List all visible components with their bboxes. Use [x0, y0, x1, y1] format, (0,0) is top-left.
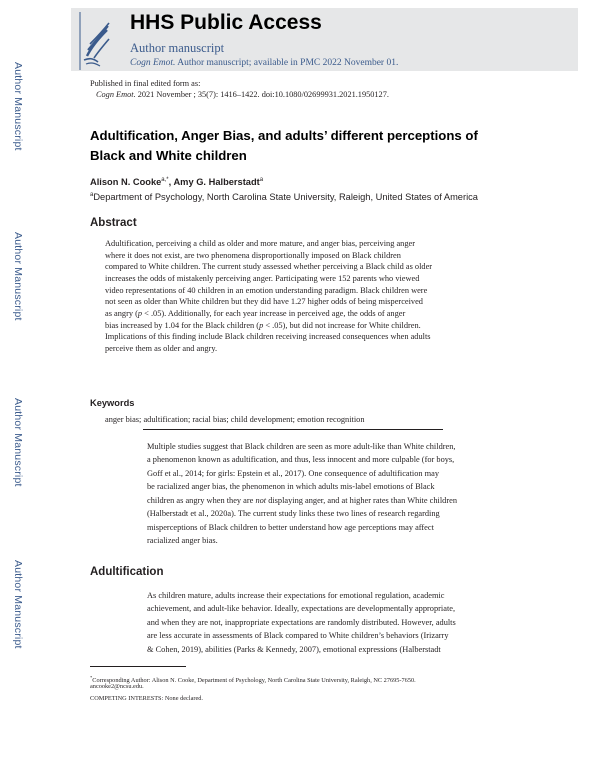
- abstract-line: [105, 320, 515, 332]
- intro-line: a phenomenon known as adultification, and thus, less innocent and more culpable (for boys,: [147, 455, 455, 465]
- hhs-source-journal: Cogn Emot.: [130, 58, 176, 68]
- sidebar-label-1: Author Manuscript: [12, 62, 24, 151]
- adultification-heading: Adultification: [90, 566, 164, 578]
- abstract-line: Implications of this finding include Black children receiving increased consequences when adults: [105, 332, 431, 342]
- intro-line: Multiple studies suggest that Black children are seen as more adult-like than White children,: [147, 442, 456, 451]
- adultification-line: achievement, and adult-like behavior. Ideally, expectations are developmentally appropriate,: [147, 604, 456, 614]
- abstract-p-symbol: p: [259, 320, 264, 330]
- article-title: [90, 126, 510, 166]
- citation: [96, 90, 389, 99]
- intro-paragraph: [147, 440, 527, 548]
- abstract-heading: Abstract: [90, 217, 137, 229]
- adultification-line: As children mature, adults increase their expectations for emotional regulation, academic: [147, 591, 445, 600]
- author-list: [90, 177, 263, 187]
- intro-emphasis: not: [255, 495, 267, 505]
- keywords-text: anger bias; adultification; racial bias; child development; emotion recognition: [105, 415, 365, 424]
- article-title-line: Adultification, Anger Bias, and adults’ different perceptions of: [90, 128, 478, 143]
- author-name: Alison N. Cooke: [90, 177, 162, 188]
- affiliation: [90, 192, 478, 202]
- intro-line: Goff et al., 2014; for girls: Epstein et al., 2017). One consequence of adultification may: [147, 468, 440, 478]
- abstract-text: < .05), but did not increase for White children.: [263, 320, 421, 330]
- abstract-line: [105, 308, 515, 320]
- abstract-text: < .05). Additionally, for each year increase in perceived age, the odds of anger: [142, 308, 406, 318]
- footnote-divider: [90, 666, 186, 667]
- author-affiliation-mark: a: [259, 177, 264, 183]
- footnote-text: Corresponding Author: Alison N. Cooke, Department of Psychology, North Carolina State University, Raleigh, NC 27695-7650.: [92, 677, 416, 685]
- affiliation-mark: a: [90, 192, 94, 198]
- hhs-source-text: Author manuscript; available in PMC 2022 November 01.: [175, 58, 399, 68]
- intro-text: children as angry when they are: [147, 495, 256, 505]
- abstract-body: [105, 238, 515, 355]
- footnote-competing: COMPETING INTERESTS: None declared.: [90, 695, 203, 702]
- section-divider: [143, 429, 443, 430]
- intro-line: be racialized anger bias, the phenomenon in which adults mis-label emotions of Black: [147, 482, 435, 492]
- abstract-text: as angry (: [105, 308, 138, 318]
- hhs-title: HHS Public Access: [130, 11, 322, 34]
- hhs-eagle-logo-icon: [78, 12, 114, 70]
- hhs-source-line: [130, 58, 398, 68]
- abstract-line: perceive them as older and angry.: [105, 343, 218, 353]
- published-label: Published in final edited form as:: [90, 79, 201, 88]
- intro-line: racialized anger bias.: [147, 536, 218, 546]
- intro-line: [147, 494, 527, 507]
- abstract-line: Adultification, perceiving a child as older and more mature, and anger bias, perceiving anger: [105, 239, 415, 248]
- author-name: Amy G. Halberstadt: [173, 177, 260, 188]
- abstract-line: where it does not exist, are two phenomena disproportionally imposed on Black children: [105, 250, 401, 260]
- sidebar-label-3: Author Manuscript: [12, 398, 24, 487]
- intro-text: displaying anger, and at higher rates than White children: [266, 495, 458, 505]
- adultification-line: and when they are not, inappropriate expectations are randomly distributed. However, adults: [147, 617, 456, 627]
- adultification-line: & Cohen, 2019), abilities (Parks & Kennedy, 2007), emotional expressions (Halberstadt: [147, 644, 441, 654]
- abstract-line: video representations of 40 children in an emotion understanding paradigm. Black children were: [105, 285, 428, 295]
- abstract-line: increases the odds of mistakenly perceiving anger. Participating were 152 parents who viewed: [105, 273, 420, 283]
- abstract-line: not seen as older than White children but they did have 1.27 higher odds of being misperceived: [105, 297, 423, 307]
- abstract-line: compared to White children. The current study assessed whether perceiving a Black child as older: [105, 262, 433, 272]
- intro-line: (Halberstadt et al., 2020a). The current study links these two lines of research regarding: [147, 509, 440, 519]
- sidebar-label-2: Author Manuscript: [12, 232, 24, 321]
- author-separator: ,: [168, 177, 174, 188]
- citation-journal: Cogn Emot.: [96, 90, 136, 99]
- footnote-mark: *: [90, 675, 93, 680]
- abstract-text: bias increased by 1.04 for the Black children (: [105, 320, 260, 330]
- intro-line: misperceptions of Black children to better understand how age perceptions may affect: [147, 522, 434, 532]
- adultification-line: are less accurate in assessments of Black compared to White children’s behaviors (Irizarry: [147, 631, 449, 641]
- abstract-p-symbol: p: [137, 308, 143, 318]
- citation-text: 2021 November ; 35(7): 1416–1422. doi:10.1080/02699931.2021.1950127.: [135, 90, 389, 99]
- footnote-email: ancooke2@ncsu.edu.: [90, 683, 144, 690]
- adultification-paragraph: [147, 589, 527, 656]
- article-title-line: Black and White children: [90, 148, 247, 163]
- sidebar-label-4: Author Manuscript: [12, 560, 24, 649]
- affiliation-text: Department of Psychology, North Carolina State University, Raleigh, United States of America: [93, 192, 478, 203]
- author-affiliation-mark: a,*: [161, 177, 169, 183]
- keywords-heading: Keywords: [90, 398, 135, 408]
- hhs-subtitle: Author manuscript: [130, 41, 225, 55]
